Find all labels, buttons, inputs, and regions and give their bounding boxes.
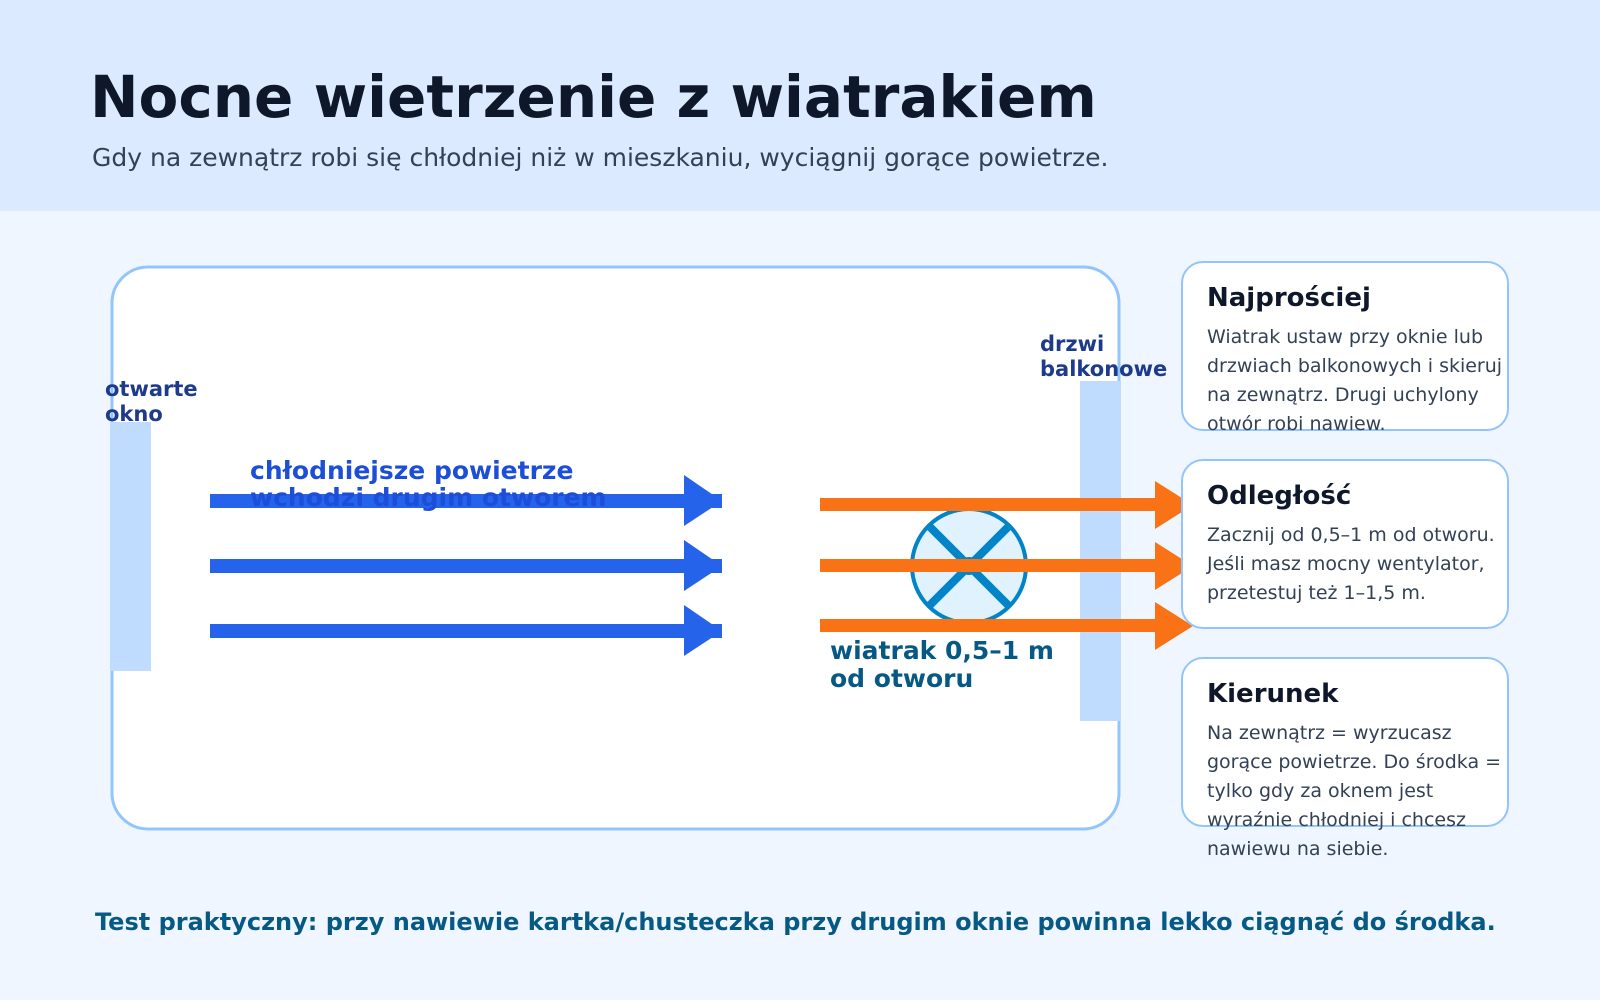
practical-test-tip: Test praktyczny: przy nawiewie kartka/chusteczka przy drugim oknie powinna lekko ciągnąć do środka.	[95, 908, 1496, 936]
window-label: otwarte okno	[105, 377, 198, 426]
fan-distance-label: wiatrak 0,5–1 m od otworu	[830, 636, 1054, 693]
card-title: Odległość	[1207, 481, 1352, 511]
card-text: Zacznij od 0,5–1 m od otworu. Jeśli masz mocny wentylator, przetestuj też 1–1,5 m.	[1207, 524, 1495, 604]
cool-air-label: chłodniejsze powietrze wchodzi drugim otworem	[250, 456, 607, 512]
card-distance	[1181, 459, 1509, 629]
card-text: Wiatrak ustaw przy oknie lub drzwiach balkonowych i skieruj na zewnątrz. Drugi uchylony otwór robi nawiew.	[1207, 326, 1503, 435]
card-direction	[1181, 657, 1509, 860]
door-label: drzwi balkonowe	[1040, 332, 1168, 381]
hot-air-arrows	[820, 481, 1193, 650]
page-title: Nocne wietrzenie z wiatrakiem	[90, 63, 1097, 131]
card-text: Na zewnątrz = wyrzucasz gorące powietrze. Do środka = tylko gdy za oknem jest wyraźnie chłodniej i chcesz nawiewu na siebie.	[1207, 722, 1502, 860]
card-simplest	[1181, 261, 1509, 435]
card-title: Najprościej	[1207, 283, 1371, 313]
open-window	[110, 422, 151, 671]
balcony-door	[1080, 381, 1121, 721]
page-subtitle: Gdy na zewnątrz robi się chłodniej niż w mieszkaniu, wyciągnij gorące powietrze.	[92, 143, 1109, 172]
card-title: Kierunek	[1207, 679, 1339, 709]
